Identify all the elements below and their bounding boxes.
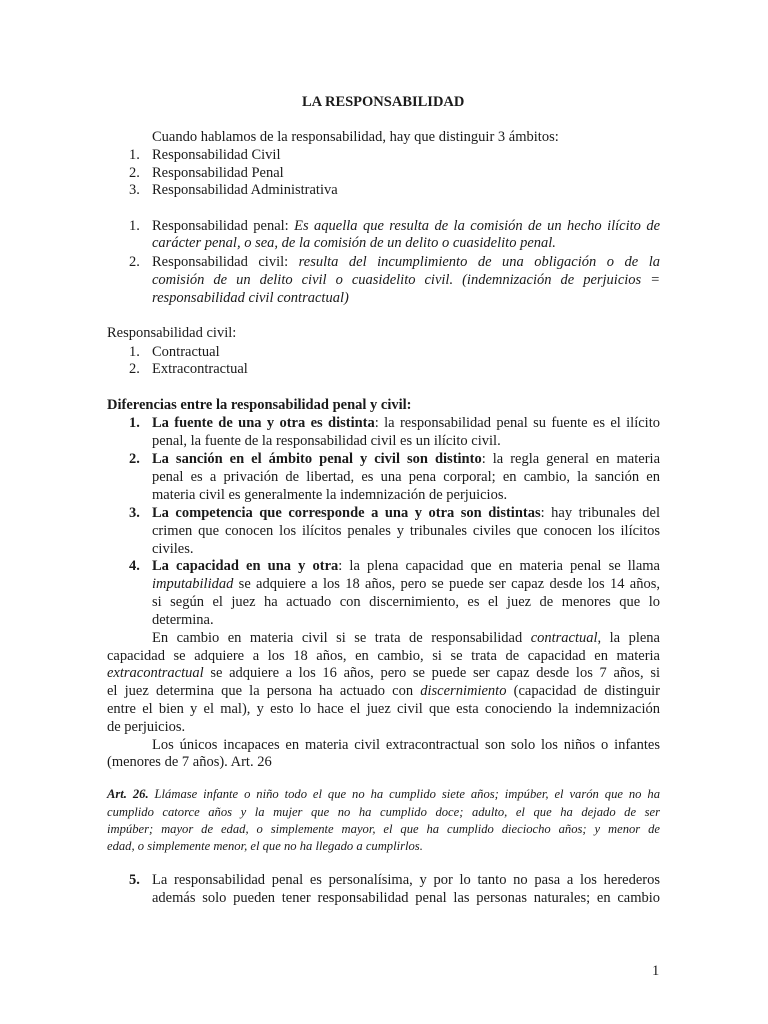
paragraph-emphasis: extracontractual — [107, 665, 204, 681]
civil-definition: responsabilidad civil contractual) — [152, 290, 349, 306]
diferencia-line: crimen que conocen los ilícitos penales y tribunales civiles que conocen los ilícitos — [152, 523, 660, 539]
diferencia-text: se adquiere a los 18 años, pero se puede ser capaz desde los 14 años, — [233, 576, 660, 592]
diferencia-line: civiles. — [152, 541, 194, 557]
diferencia-line — [152, 557, 660, 575]
list-number: 1. — [129, 218, 140, 234]
civil-label: Responsabilidad civil: — [152, 254, 289, 270]
diferencia-line: penal es a privación de libertad, es una pena corporal; en cambio, la sanción en — [152, 469, 660, 485]
civil-tipos-heading: Responsabilidad civil: — [107, 325, 237, 341]
paragraph-text: el juez determina que la persona ha actuado con — [107, 683, 421, 699]
diferencia-emphasis: imputabilidad — [152, 576, 234, 592]
diferencia-text: : la plena capacidad que en materia penal se llama — [338, 558, 660, 574]
penal-definition: carácter penal, o sea, de la comisión de un delito o cuasidelito penal. — [152, 235, 556, 251]
diferencia-title: La competencia que corresponde a una y otra son distintas — [152, 505, 541, 521]
diferencia-line — [152, 575, 660, 593]
diferencia-text: : hay tribunales del — [540, 505, 660, 521]
list-item: Responsabilidad Penal — [152, 165, 284, 181]
list-number: 1. — [129, 344, 140, 360]
penal-definition-line — [152, 234, 556, 252]
paragraph-emphasis: discernimiento — [420, 683, 507, 699]
page-title: LA RESPONSABILIDAD — [302, 94, 465, 110]
list-number: 5. — [129, 872, 140, 888]
article-text: Llámase infante o niño todo el que no ha cumplido siete años; impúber, el varón que no ha — [148, 787, 660, 801]
paragraph-text: En cambio en materia civil si se trata de responsabilidad — [152, 630, 531, 646]
list-item: Contractual — [152, 344, 220, 360]
diferencia-title: La sanción en el ámbito penal y civil son distinto — [152, 451, 482, 467]
paragraph-line — [107, 682, 660, 700]
diferencia-line: además solo pueden tener responsabilidad penal las personas naturales; en cambio — [152, 890, 660, 906]
diferencia-text: : la regla general en materia — [481, 451, 661, 467]
intro-text: Cuando hablamos de la responsabilidad, hay que distinguir 3 ámbitos: — [152, 129, 559, 145]
penal-definition-line — [152, 217, 660, 235]
paragraph-line — [152, 629, 660, 647]
diferencia-text: : la responsabilidad penal su fuente es el ilícito — [374, 415, 660, 431]
diferencia-line: La responsabilidad penal es personalísima, y por lo tanto no pasa a los herederos — [152, 872, 660, 888]
paragraph-line — [107, 664, 660, 682]
paragraph-line: entre el bien y el mal), y esto lo hace el juez civil que esta conociendo la indemnización — [107, 701, 660, 717]
diferencia-line: penal, la fuente de la responsabilidad civil es un ilícito civil. — [152, 433, 501, 449]
civil-definition-line — [152, 289, 349, 307]
civil-definition-line — [152, 253, 660, 271]
page-number: 1 — [652, 963, 660, 979]
penal-definition: Es aquella que resulta de la comisión de un hecho ilícito de — [294, 218, 661, 234]
list-number: 2. — [129, 361, 140, 377]
article-label: Art. 26. — [107, 787, 149, 801]
paragraph-line: de perjuicios. — [107, 719, 186, 735]
diferencia-line — [152, 450, 660, 468]
list-number: 4. — [129, 558, 140, 574]
paragraph-text: (capacidad de distinguir — [506, 683, 660, 699]
civil-definition-line — [152, 271, 660, 289]
civil-definition: comisión de un delito civil o cuasidelito civil. (indemnización de perjuicios = — [152, 272, 660, 288]
civil-definition: resulta del incumplimiento de una obligación o de la — [298, 254, 660, 270]
list-item: Responsabilidad Administrativa — [152, 182, 338, 198]
diferencia-line — [152, 504, 660, 522]
penal-label: Responsabilidad penal: — [152, 218, 289, 234]
article-line: edad, o simplemente menor, el que no ha llegado a cumplirlos. — [107, 839, 423, 853]
diferencia-line — [152, 414, 660, 432]
paragraph-text: se adquiere a los 16 años, pero se puede ser capaz desde los 7 años, si — [203, 665, 660, 681]
list-number: 2. — [129, 254, 140, 270]
list-number: 2. — [129, 165, 140, 181]
list-number: 1. — [129, 147, 140, 163]
diferencias-heading: Diferencias entre la responsabilidad penal y civil: — [107, 397, 412, 413]
paragraph-line: (menores de 7 años). Art. 26 — [107, 754, 272, 770]
list-number: 2. — [129, 451, 140, 467]
list-item: Extracontractual — [152, 361, 248, 377]
diferencia-line: determina. — [152, 612, 214, 628]
paragraph-line: Los únicos incapaces en materia civil extracontractual son solo los niños o infantes — [152, 737, 660, 753]
article-line: cumplido catorce años y la mujer que no ha cumplido doce; adulto, el que ha dejado de ser — [107, 805, 660, 819]
paragraph-text: , la plena — [597, 630, 660, 646]
article-line: impúber; mayor de edad, o simplemente mayor, el que ha cumplido dieciocho años; y menor de — [107, 822, 660, 836]
diferencia-line: materia civil es generalmente la indemnización de perjuicios. — [152, 487, 508, 503]
article-line — [107, 786, 660, 804]
paragraph-emphasis: contractual — [530, 630, 598, 646]
diferencia-title: La capacidad en una y otra — [152, 558, 339, 574]
paragraph-line: capacidad se adquiere a los 18 años, en cambio, si se trata de capacidad en materia — [107, 648, 660, 664]
list-number: 1. — [129, 415, 140, 431]
diferencia-title: La fuente de una y otra es distinta — [152, 415, 375, 431]
list-number: 3. — [129, 505, 140, 521]
list-number: 3. — [129, 182, 140, 198]
diferencia-line: si según el juez ha actuado con discernimiento, es el juez de menores que lo — [152, 594, 660, 610]
list-item: Responsabilidad Civil — [152, 147, 281, 163]
